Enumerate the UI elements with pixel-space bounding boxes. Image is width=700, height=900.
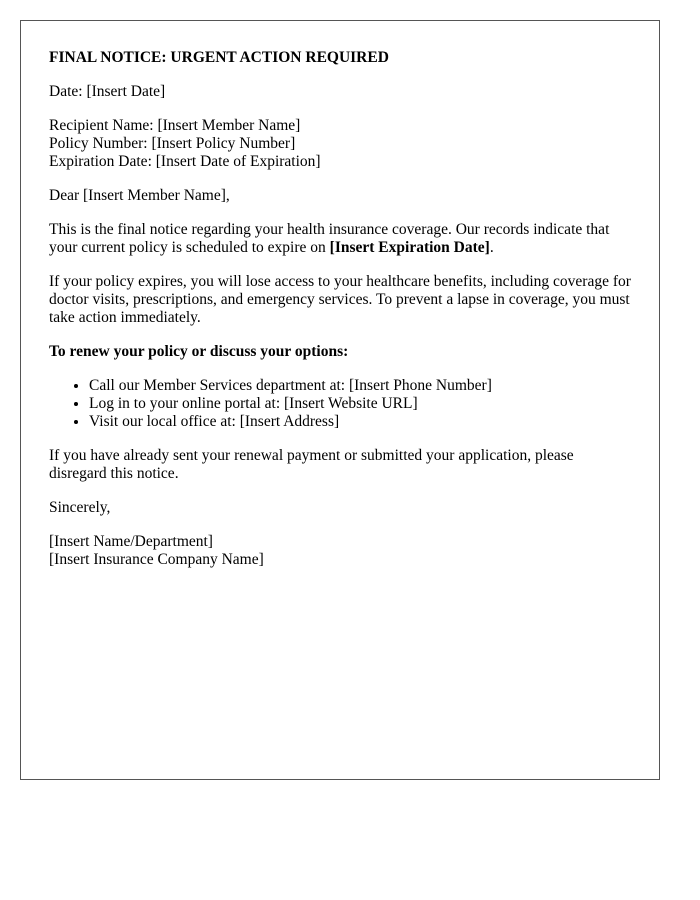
notice-title: FINAL NOTICE: URGENT ACTION REQUIRED — [49, 49, 389, 66]
expiration-date-placeholder: [Insert Expiration Date] — [329, 239, 490, 256]
signature-block — [49, 533, 631, 569]
recipient-details — [49, 117, 631, 171]
option-office: • Visit our local office at: [Insert Address] — [89, 413, 631, 431]
salutation: Dear [Insert Member Name], — [49, 187, 230, 204]
closing: Sincerely, — [49, 499, 111, 516]
recipient-name-line: Recipient Name: [Insert Member Name] — [49, 117, 301, 134]
date-line: Date: [Insert Date] — [49, 83, 166, 100]
expiration-date-line: Expiration Date: [Insert Date of Expiration] — [49, 153, 321, 170]
option-portal: • Log in to your online portal at: [Insert Website URL] — [89, 395, 631, 413]
paragraph-consequences: If your policy expires, you will lose access to your healthcare benefits, including coverage for doctor visits, prescriptions, and emergency services. To prevent a lapse in coverage, you must take action immediately. — [49, 273, 631, 326]
paragraph-final-notice — [49, 221, 631, 257]
paragraph-final-notice-text: This is the final notice regarding your health insurance coverage. Our records indicate that your current policy is scheduled to expire on — [49, 221, 610, 256]
options-list — [49, 377, 631, 431]
paragraph-final-notice-end: . — [489, 239, 494, 256]
policy-number-line: Policy Number: [Insert Policy Number] — [49, 135, 296, 152]
options-heading: To renew your policy or discuss your options: — [49, 343, 349, 360]
option-call: • Call our Member Services department at: [Insert Phone Number] — [89, 377, 631, 395]
signature-company: [Insert Insurance Company Name] — [49, 551, 264, 568]
paragraph-disregard: If you have already sent your renewal payment or submitted your application, please disregard this notice. — [49, 447, 574, 482]
letter-page — [20, 20, 660, 780]
signature-name: [Insert Name/Department] — [49, 533, 213, 550]
